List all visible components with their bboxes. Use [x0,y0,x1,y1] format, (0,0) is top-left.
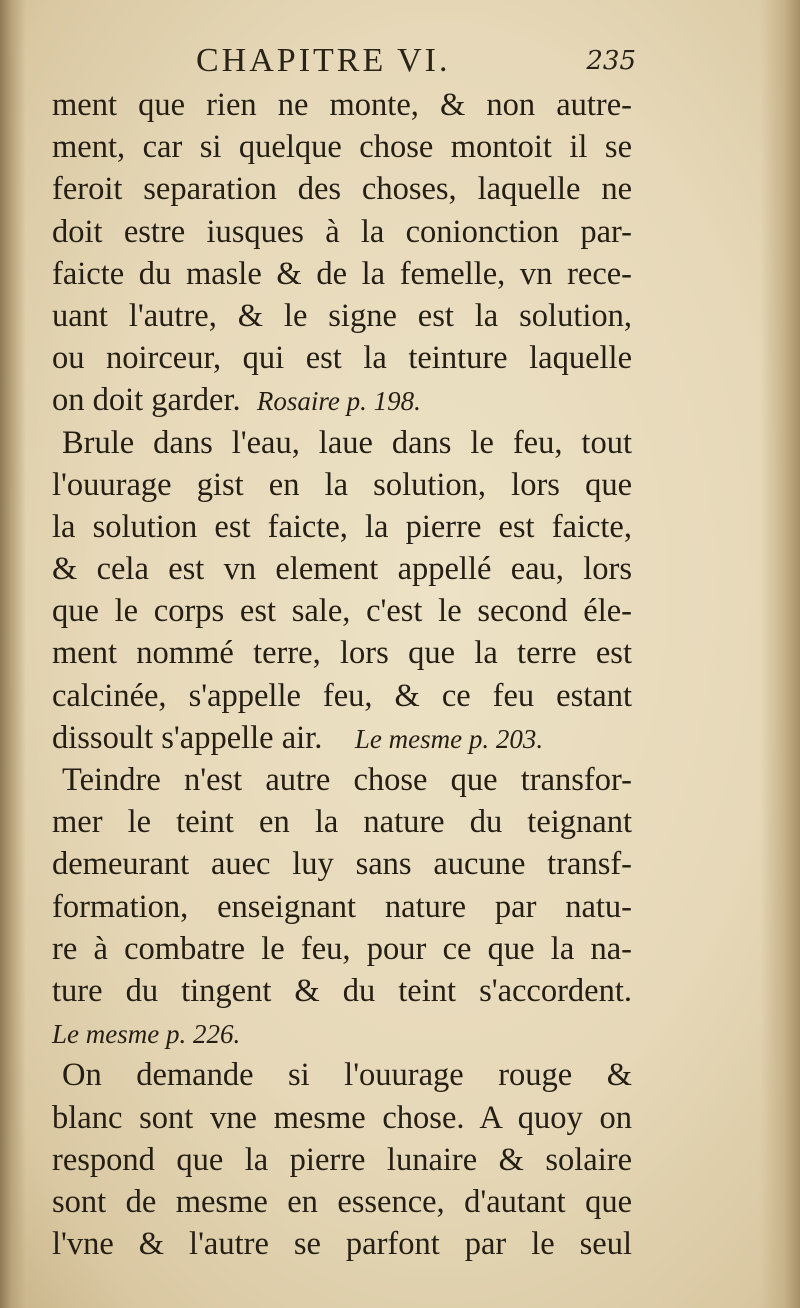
text-line: ment que rien ne monte, & non autre- [52,87,632,123]
text-line: mer le teint en la nature du teignant [52,804,632,841]
citation: Rosaire p. 198. [256,386,421,417]
text-line: formation, enseignant nature par natu- [52,888,632,925]
paragraph-start-line: Teindre n'est autre chose que transfor- [62,762,632,798]
text-line: respond que la pierre lunaire & solaire [52,1141,632,1178]
text-line: re à combatre le feu, pour ce que la na- [52,930,632,967]
page-gutter-shadow [0,0,26,1308]
body-text [52,84,632,1265]
text-line: feroit separation des choses, laquelle ne [52,171,632,208]
text-line: la solution est faicte, la pierre est faicte, [52,508,632,545]
text-line: ture du tingent & du teint s'accordent. [52,972,632,1009]
text-line: l'vne & l'autre se parfont par le seul [52,1226,632,1263]
text-line: calcinée, s'appelle feu, & ce feu estant [52,677,632,714]
text-line: uant l'autre, & le signe est la solution, [52,297,632,334]
text-line: doit estre iusques à la conionction par- [52,213,632,250]
text-line: demeurant auec luy sans aucune transf- [52,846,632,883]
page-number: 235 [586,46,636,76]
running-title: CHAPITRE VI. [196,42,451,79]
paragraph-start-line: Brule dans l'eau, laue dans le feu, tout [62,424,632,461]
text-line: que le corps est sale, c'est le second éle- [52,593,632,630]
citation: Le mesme p. 203. [354,723,544,754]
text-line: on doit garder. Rosaire p. 198. [52,382,421,419]
text-line: l'ouurage gist en la solution, lors que [52,466,632,503]
page-header [196,42,636,82]
text-line: ment, car si quelque chose montoit il se [52,129,632,166]
citation: Le mesme p. 226. [52,1019,241,1050]
page-edge-shadow [760,0,800,1308]
text-line [52,1012,632,1054]
text-line: ment nommé terre, lors que la terre est [52,635,632,672]
text-line: faicte du masle & de la femelle, vn rece- [52,255,632,292]
text-line: & cela est vn element appellé eau, lors [52,551,632,588]
text-line: ou noirceur, qui est la teinture laquelle [52,340,632,377]
text-line: dissoult s'appelle air. Le mesme p. 203. [52,719,544,756]
text-line: blanc sont vne mesme chose. A quoy on [52,1099,632,1136]
paragraph-start-line: On demande si l'ouurage rouge & [62,1057,632,1094]
text-line: sont de mesme en essence, d'autant que [52,1183,632,1220]
